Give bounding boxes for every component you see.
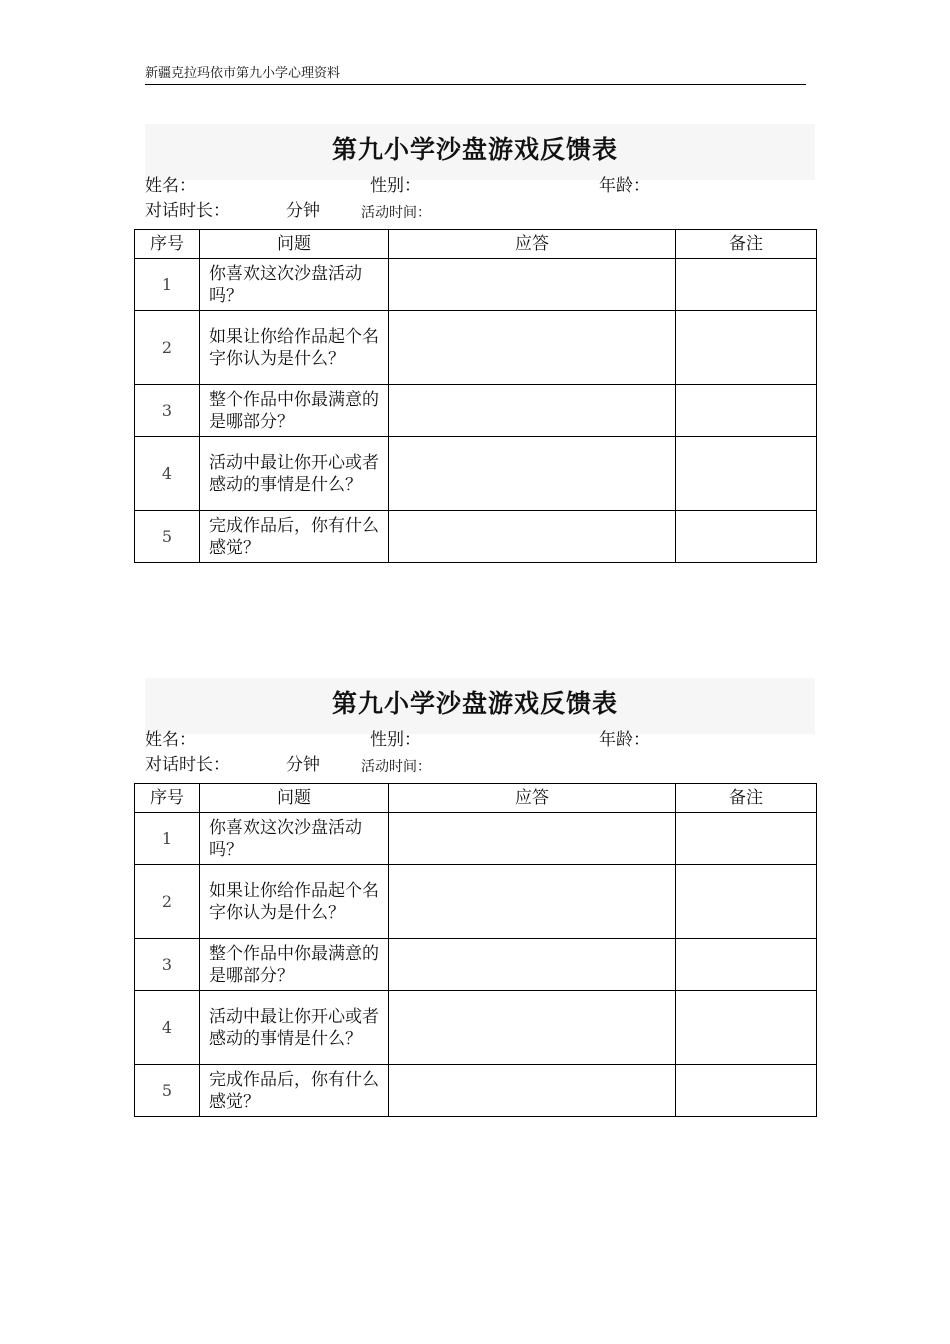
gender-label: 性别： (370, 176, 421, 196)
minutes-label: 分钟 (286, 755, 320, 775)
table-row (135, 865, 817, 939)
note-cell[interactable] (676, 991, 817, 1065)
table-row (135, 991, 817, 1065)
note-cell[interactable] (676, 813, 817, 865)
table-row (135, 385, 817, 437)
question-cell: 活动中最让你开心或者感动的事情是什么？ (200, 991, 389, 1065)
column-header-note: 备注 (676, 230, 817, 259)
answer-cell[interactable] (389, 991, 676, 1065)
page-header: 新疆克拉玛依市第九小学心理资料 (145, 66, 806, 85)
column-header-question: 问题 (200, 784, 389, 813)
table-row (135, 1065, 817, 1117)
row-number: 5 (135, 511, 200, 563)
form-title: 第九小学沙盘游戏反馈表 (331, 135, 618, 164)
answer-cell[interactable] (389, 511, 676, 563)
feedback-form-2 (0, 674, 950, 1114)
answer-cell[interactable] (389, 311, 676, 385)
minutes-label: 分钟 (286, 201, 320, 221)
table-row (135, 259, 817, 311)
answer-cell[interactable] (389, 939, 676, 991)
answer-cell[interactable] (389, 1065, 676, 1117)
table-row (135, 311, 817, 385)
answer-cell[interactable] (389, 385, 676, 437)
question-cell: 活动中最让你开心或者感动的事情是什么？ (200, 437, 389, 511)
form-title: 第九小学沙盘游戏反馈表 (331, 689, 618, 718)
question-cell: 完成作品后，你有什么感觉？ (200, 1065, 389, 1117)
question-cell: 如果让你给作品起个名字你认为是什么？ (200, 865, 389, 939)
question-cell: 整个作品中你最满意的是哪部分？ (200, 939, 389, 991)
column-header-note: 备注 (676, 784, 817, 813)
row-number: 2 (135, 865, 200, 939)
column-header-answer: 应答 (389, 230, 676, 259)
row-number: 1 (135, 259, 200, 311)
note-cell[interactable] (676, 939, 817, 991)
column-header-question: 问题 (200, 230, 389, 259)
question-cell: 整个作品中你最满意的是哪部分？ (200, 385, 389, 437)
question-cell: 你喜欢这次沙盘活动吗？ (200, 259, 389, 311)
note-cell[interactable] (676, 511, 817, 563)
note-cell[interactable] (676, 865, 817, 939)
note-cell[interactable] (676, 385, 817, 437)
question-cell: 完成作品后，你有什么感觉？ (200, 511, 389, 563)
note-cell[interactable] (676, 311, 817, 385)
question-cell: 你喜欢这次沙盘活动吗？ (200, 813, 389, 865)
answer-cell[interactable] (389, 813, 676, 865)
row-number: 5 (135, 1065, 200, 1117)
note-cell[interactable] (676, 1065, 817, 1117)
duration-label: 对话时长： (145, 755, 230, 775)
row-number: 4 (135, 991, 200, 1065)
row-number: 3 (135, 939, 200, 991)
row-number: 1 (135, 813, 200, 865)
table-row (135, 511, 817, 563)
name-label: 姓名： (145, 730, 196, 750)
row-number: 2 (135, 311, 200, 385)
feedback-table (134, 783, 817, 1117)
table-row (135, 437, 817, 511)
feedback-form-1 (0, 120, 950, 560)
table-header-row (135, 230, 817, 259)
table-row (135, 939, 817, 991)
row-number: 3 (135, 385, 200, 437)
column-header-no: 序号 (135, 784, 200, 813)
column-header-answer: 应答 (389, 784, 676, 813)
activity-time-label: 活动时间： (361, 759, 431, 775)
answer-cell[interactable] (389, 437, 676, 511)
age-label: 年龄： (599, 176, 650, 196)
table-row (135, 813, 817, 865)
duration-label: 对话时长： (145, 201, 230, 221)
gender-label: 性别： (370, 730, 421, 750)
age-label: 年龄： (599, 730, 650, 750)
question-cell: 如果让你给作品起个名字你认为是什么？ (200, 311, 389, 385)
name-label: 姓名： (145, 176, 196, 196)
answer-cell[interactable] (389, 865, 676, 939)
note-cell[interactable] (676, 437, 817, 511)
row-number: 4 (135, 437, 200, 511)
note-cell[interactable] (676, 259, 817, 311)
column-header-no: 序号 (135, 230, 200, 259)
answer-cell[interactable] (389, 259, 676, 311)
activity-time-label: 活动时间： (361, 205, 431, 221)
table-header-row (135, 784, 817, 813)
feedback-table (134, 229, 817, 563)
